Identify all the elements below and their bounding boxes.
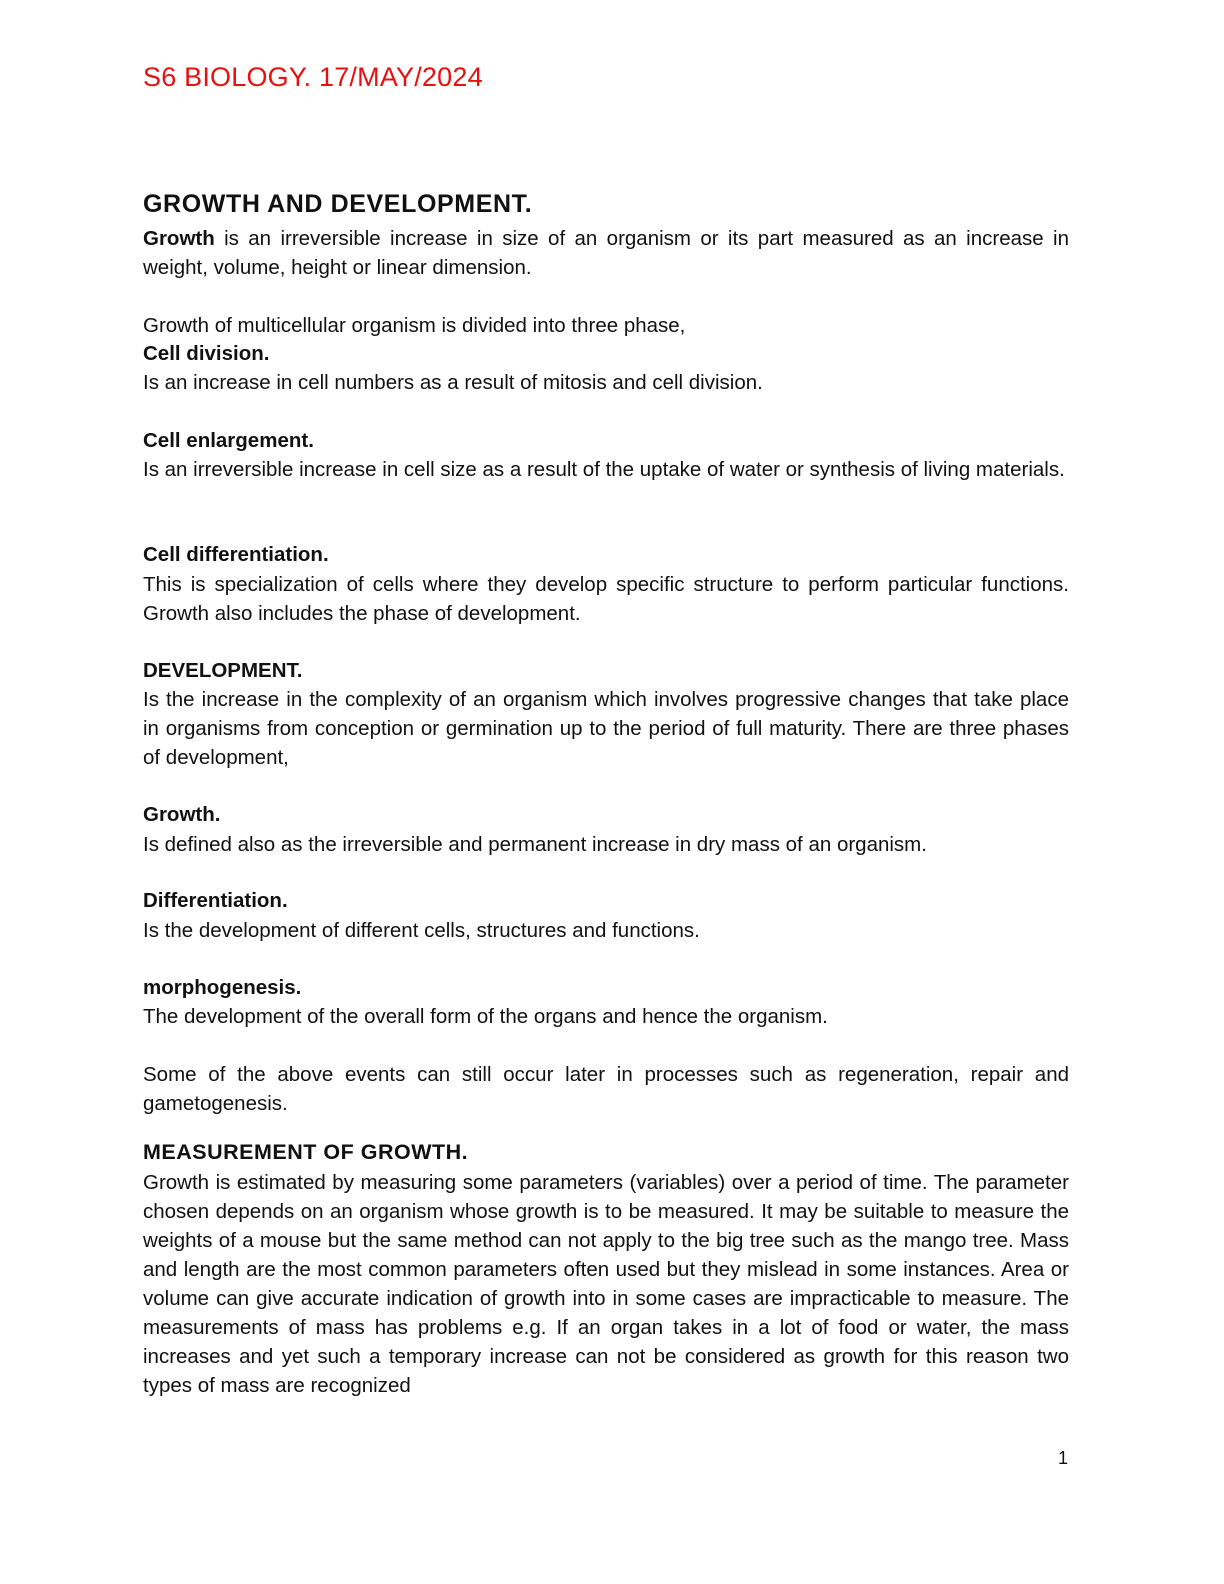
development-heading: DEVELOPMENT. (143, 659, 303, 682)
growth-heading: Growth. (143, 803, 221, 826)
cell-differentiation-text: This is specialization of cells where they develop specific structure to perform particular functions. Growth also includes the phase of development. (143, 573, 1069, 625)
measurement-heading: MEASUREMENT OF GROWTH. (143, 1140, 469, 1164)
growth-definition-text: is an irreversible increase in size of an organism or its part measured as an increase in weight, volume, height or linear dimension. (143, 227, 1069, 279)
measurement-text: Growth is estimated by measuring some parameters (variables) over a period of time. The parameter chosen depends on an organism whose growth is to be measured. It may be suitable to measure the weights of a mouse but the same method can not apply to the big tree such as the mango tree. Mass and length are the most common parameters often used but they mislead in some instances. Area or volume can give accurate indication of growth into in some cases are impracticable to measure. The measurements of mass has problems e.g. If an organ takes in a lot of food or water, the mass increases and yet such a temporary increase can not be considered as growth for this reason two types of mass are recognized (143, 1171, 1069, 1397)
cell-division-heading: Cell division. (143, 342, 270, 365)
growth-definition (143, 224, 1069, 282)
page-number: 1 (1058, 1448, 1069, 1468)
growth-text: Is defined also as the irreversible and permanent increase in dry mass of an organism. (143, 833, 927, 856)
later-events-text: Some of the above events can still occur later in processes such as regeneration, repair and gametogenesis. (143, 1063, 1069, 1115)
document-header: S6 BIOLOGY. 17/MAY/2024 (143, 62, 483, 92)
differentiation-heading: Differentiation. (143, 889, 288, 912)
differentiation-text: Is the development of different cells, structures and functions. (143, 919, 700, 942)
morphogenesis-text: The development of the overall form of the organs and hence the organism. (143, 1005, 828, 1028)
phases-intro: Growth of multicellular organism is divided into three phase, (143, 314, 686, 337)
main-title: GROWTH AND DEVELOPMENT. (143, 190, 533, 218)
growth-term: Growth (143, 227, 215, 250)
cell-enlargement-text: Is an irreversible increase in cell size as a result of the uptake of water or synthesis of living materials. (143, 458, 1065, 481)
development-text: Is the increase in the complexity of an organism which involves progressive changes that take place in organisms from conception or germination up to the period of full maturity. There are three phases of development, (143, 688, 1069, 769)
morphogenesis-heading: morphogenesis. (143, 976, 302, 999)
cell-enlargement-heading: Cell enlargement. (143, 429, 314, 452)
cell-differentiation-heading: Cell differentiation. (143, 543, 329, 566)
cell-division-text: Is an increase in cell numbers as a result of mitosis and cell division. (143, 371, 763, 394)
